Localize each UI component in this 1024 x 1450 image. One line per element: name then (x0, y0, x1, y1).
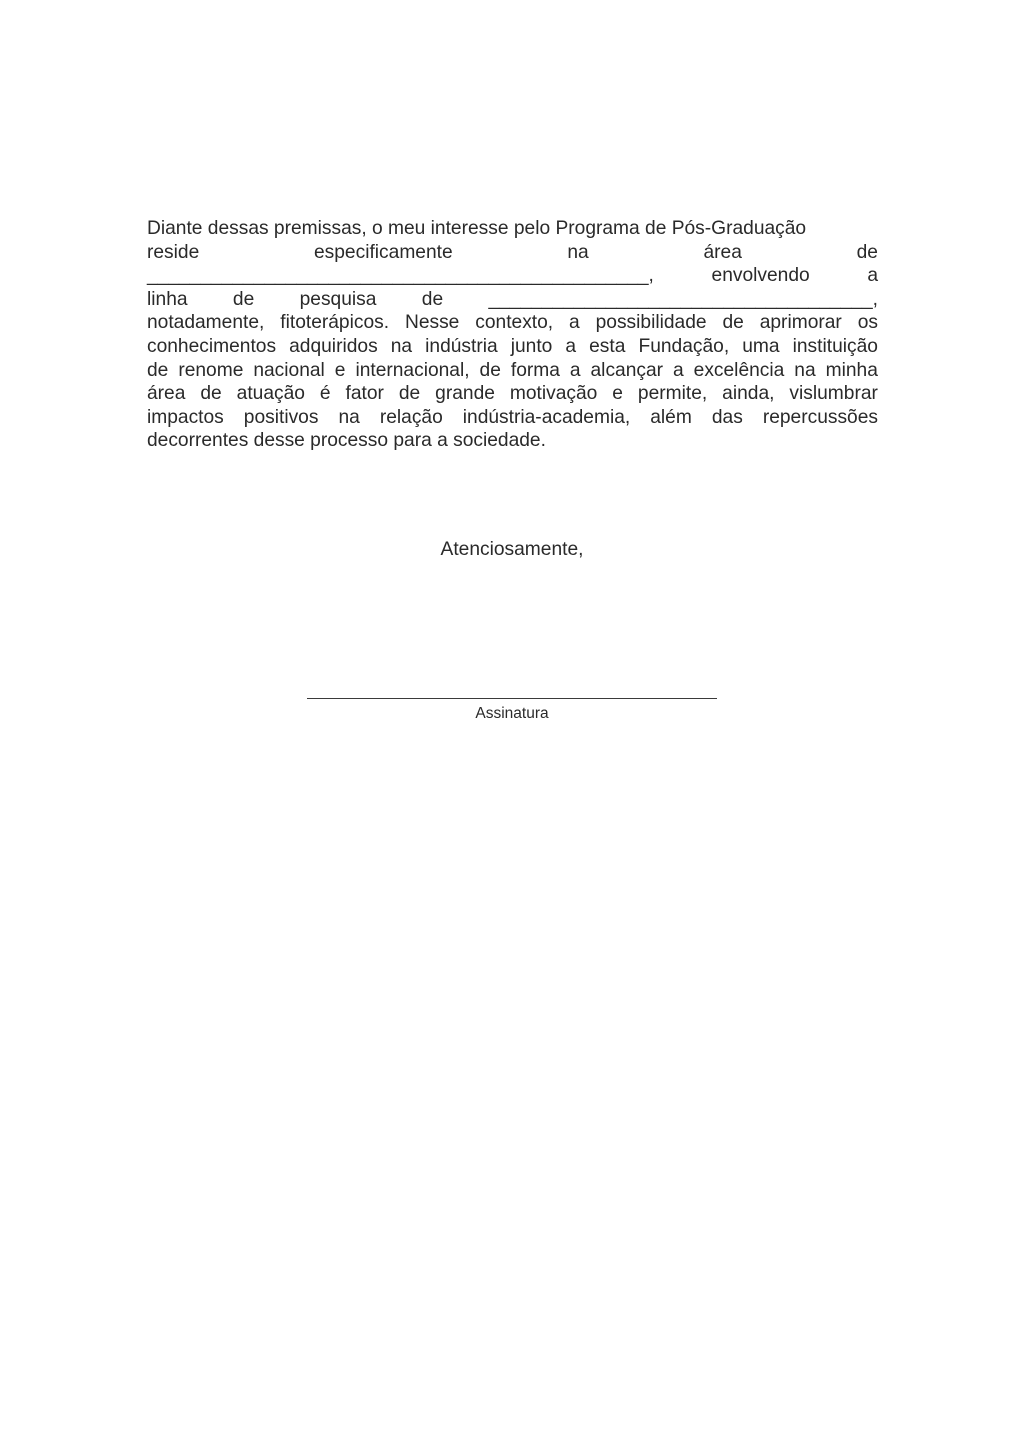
letter-line-5 (147, 311, 878, 335)
letter-line-7 (147, 359, 878, 383)
word: relação (379, 406, 443, 428)
word: aprimorar (759, 312, 842, 334)
word: a (569, 312, 580, 334)
word: notadamente, (147, 312, 265, 334)
word: de (147, 359, 169, 381)
word: é (319, 383, 331, 405)
word: fator (345, 383, 384, 405)
area-blank: _______________________________________________, (147, 265, 654, 287)
word: renome (178, 359, 244, 381)
word: excelência (693, 359, 785, 381)
word: internacional, (355, 359, 470, 381)
word: a (673, 359, 684, 381)
letter-line-9 (147, 406, 878, 430)
word: instituição (792, 335, 878, 357)
word: motivação (509, 383, 598, 405)
letter-line-6 (147, 335, 878, 359)
word: de (722, 312, 744, 334)
word: de (200, 383, 222, 405)
letter-line-2 (147, 241, 878, 265)
word: nacional (253, 359, 325, 381)
word: uma (742, 335, 780, 357)
letter-line-1: Diante dessas premissas, o meu interesse pelo Programa de Pós-Graduação (147, 218, 807, 239)
word: minha (825, 359, 878, 381)
word: de (421, 288, 444, 310)
word: de (232, 288, 255, 310)
word: repercussões (762, 406, 878, 428)
word: a (569, 359, 581, 381)
word: além (650, 406, 692, 428)
word: esta (589, 335, 626, 357)
word: linha (147, 288, 188, 310)
word: reside (147, 241, 200, 263)
word: de (479, 359, 501, 381)
word: na (794, 359, 816, 381)
word: ainda, (722, 383, 775, 405)
word: de (398, 383, 421, 405)
word: especificamente (314, 241, 453, 263)
word: área (703, 241, 742, 263)
word: contexto, (475, 312, 554, 334)
word: forma (510, 359, 560, 381)
word: alcançar (590, 359, 664, 381)
word: positivos (243, 406, 319, 428)
word: a (867, 265, 878, 287)
letter-line-3 (147, 264, 878, 288)
word: na (390, 335, 413, 357)
letter-body (147, 217, 878, 453)
word: fitoterápicos. (280, 312, 390, 334)
word: grande (435, 383, 495, 405)
word: de (856, 241, 878, 263)
word: permite, (637, 383, 708, 405)
word: na (338, 406, 360, 428)
word: impactos (147, 406, 224, 428)
word: os (857, 312, 878, 334)
closing-salutation: Atenciosamente, (440, 539, 584, 560)
word: vislumbrar (789, 383, 878, 405)
word: e (612, 383, 623, 405)
word: indústria (425, 335, 498, 357)
letter-line-4 (147, 288, 878, 312)
word: conhecimentos (147, 335, 277, 357)
research-line-blank: ____________________________________, (488, 288, 878, 310)
word: das (711, 406, 743, 428)
word: Fundação, (638, 335, 730, 357)
signature-line (307, 698, 717, 699)
word: adquiridos (289, 335, 378, 357)
letter-line-10: decorrentes desse processo para a sociedade. (147, 430, 546, 452)
word: Nesse (404, 312, 460, 334)
word: atuação (236, 383, 305, 405)
word: e (334, 359, 346, 381)
word: indústria-academia, (462, 406, 631, 428)
word: envolvendo (711, 265, 810, 287)
word: pesquisa (299, 288, 377, 310)
word: a (565, 335, 577, 357)
word: na (567, 241, 589, 263)
signature-label: Assinatura (475, 705, 549, 722)
word: área (147, 383, 186, 405)
letter-line-8 (147, 382, 878, 406)
word: junto (510, 335, 553, 357)
word: possibilidade (595, 312, 707, 334)
